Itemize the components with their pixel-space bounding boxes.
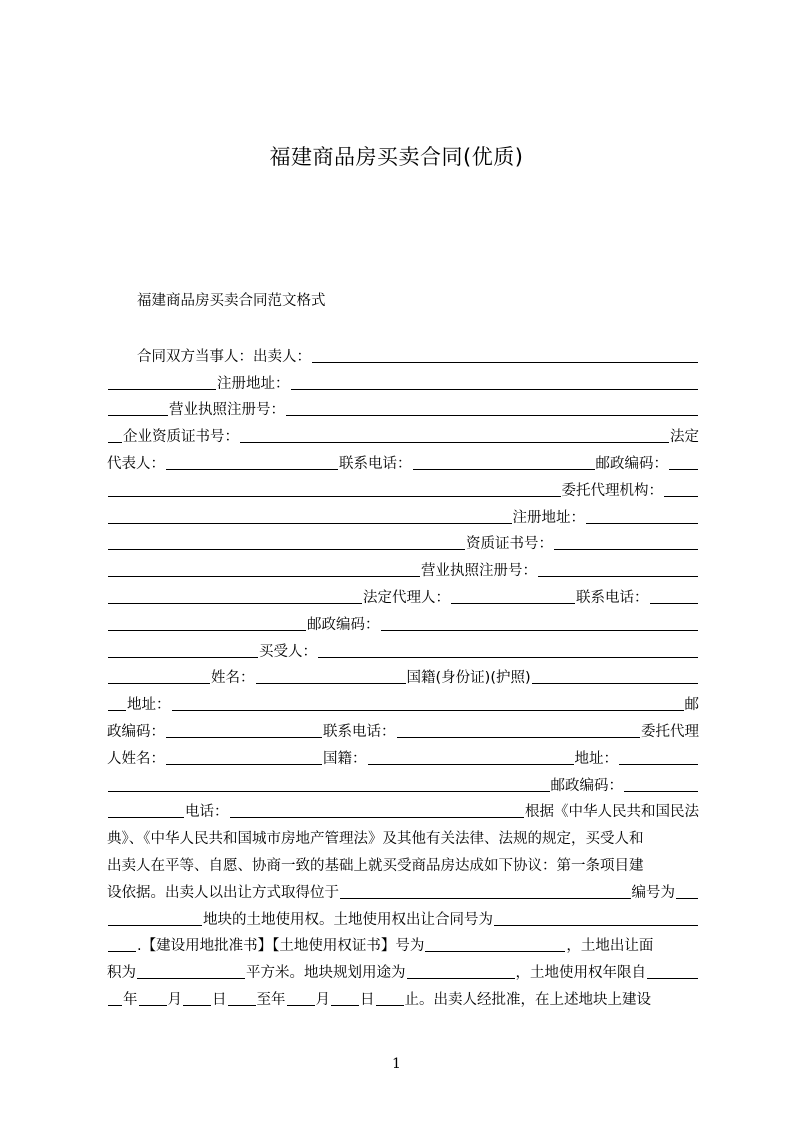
text-line [107,715,699,742]
line-text: 买受人： [259,643,317,660]
line-text: 至年 [256,991,286,1008]
fill-in-blank[interactable] [166,764,322,765]
fill-in-blank[interactable] [108,683,210,684]
fill-in-blank[interactable] [331,1005,359,1006]
line-text: 合同双方当事人：出卖人： [137,348,311,365]
text-line [107,367,699,394]
fill-in-blank[interactable] [172,710,684,711]
fill-in-blank[interactable] [368,764,574,765]
fill-in-blank[interactable] [286,415,698,416]
line-text: 营业执照注册号： [169,402,285,419]
fill-in-blank[interactable] [664,496,698,497]
line-text: 法定 [670,429,699,446]
line-text: 国籍(身份证)(护照) [406,670,531,687]
line-text: 止。出卖人经批准，在上述地块上建设 [404,991,651,1008]
fill-in-blank[interactable] [381,630,699,631]
fill-in-blank[interactable] [108,442,122,443]
fill-in-blank[interactable] [318,657,698,658]
fill-in-blank[interactable] [139,1005,167,1006]
line-text: 地址： [127,697,171,714]
text-line [107,822,699,849]
line-text: 典》、《中华人民共和国城市房地产管理法》及其他有关法律、法规的规定，买受人和 [107,831,644,848]
line-text: 月 [167,991,182,1008]
fill-in-blank[interactable] [554,549,698,550]
fill-in-blank[interactable] [108,710,126,711]
line-text: 联系电话： [339,455,412,472]
fill-in-blank[interactable] [340,898,631,899]
page-number: 1 [392,1056,401,1072]
text-line [107,554,699,581]
fill-in-blank[interactable] [230,817,525,818]
line-text: 邮政编码： [595,455,668,472]
line-text: 地址： [574,750,618,767]
fill-in-blank[interactable] [619,764,698,765]
fill-in-blank[interactable] [376,1005,404,1006]
text-line [107,447,699,474]
line-text: 日 [360,991,375,1008]
fill-in-blank[interactable] [108,951,136,952]
text-line [107,688,699,715]
line-text: 邮政编码： [307,616,380,633]
line-text: 联系电话： [323,723,396,740]
fill-in-blank[interactable] [647,978,698,979]
fill-in-blank[interactable] [669,469,698,470]
line-text: 年 [123,991,138,1008]
fill-in-blank[interactable] [166,737,322,738]
line-text: 国籍： [323,750,367,767]
line-text: 平方米。地块规划用途为 [246,965,406,982]
fill-in-blank[interactable] [108,523,512,524]
fill-in-blank[interactable] [413,469,595,470]
line-text: 邮政编码： [550,777,623,794]
fill-in-blank[interactable] [108,791,550,792]
fill-in-blank[interactable] [532,683,698,684]
text-line [107,474,699,501]
fill-in-blank[interactable] [312,362,698,363]
line-text: 地块的土地使用权。土地使用权出让合同号为 [203,911,493,928]
text-line [107,662,699,689]
fill-in-blank[interactable] [108,1005,122,1006]
document-title: 福建商品房买卖合同(优质) [269,145,524,169]
fill-in-blank[interactable] [256,683,406,684]
line-text: 设依据。出卖人以出让方式取得位于 [107,884,339,901]
text-line [107,501,699,528]
text-line [107,340,699,367]
line-text: 根据《中华人民共和国民法 [525,804,699,821]
fill-in-blank[interactable] [624,791,698,792]
fill-in-blank[interactable] [287,1005,315,1006]
text-line [107,769,699,796]
fill-in-blank[interactable] [108,549,465,550]
contract-body [107,340,699,1010]
fill-in-blank[interactable] [240,442,669,443]
text-line [107,983,699,1010]
text-line [107,930,699,957]
text-line [107,394,699,421]
fill-in-blank[interactable] [650,603,699,604]
line-text: 委托代理 [641,723,699,740]
fill-in-blank[interactable] [494,925,698,926]
fill-in-blank[interactable] [291,389,699,390]
text-line [107,635,699,662]
text-line [107,956,699,983]
line-text: 日 [212,991,227,1008]
line-text: 联系电话： [576,589,649,606]
fill-in-blank[interactable] [166,469,338,470]
line-text: 积为 [107,965,136,982]
line-text: 代表人： [107,455,165,472]
fill-in-blank[interactable] [108,496,561,497]
fill-in-blank[interactable] [397,737,641,738]
fill-in-blank[interactable] [676,898,698,899]
fill-in-blank[interactable] [538,576,698,577]
fill-in-blank[interactable] [183,1005,211,1006]
line-text: 姓名： [211,670,255,687]
fill-in-blank[interactable] [108,576,420,577]
fill-in-blank[interactable] [108,817,184,818]
line-text: 编号为 [631,884,675,901]
line-text: 法定代理人： [363,589,450,606]
line-text: ，土地出让面 [566,938,654,955]
text-line [107,796,699,823]
text-line [107,528,699,555]
fill-in-blank[interactable] [108,603,362,604]
fill-in-blank[interactable] [586,523,698,524]
text-line [107,903,699,930]
line-text: 资质证书号： [466,536,553,553]
line-text: 营业执照注册号： [421,563,537,580]
line-text: 注册地址： [512,509,585,526]
fill-in-blank[interactable] [425,951,565,952]
fill-in-blank[interactable] [228,1005,256,1006]
line-text: 企业资质证书号： [123,429,239,446]
line-text: 出卖人在平等、自愿、协商一致的基础上就买受商品房达成如下协议：第一条项目建 [107,857,644,874]
text-line [107,876,699,903]
fill-in-blank[interactable] [108,657,258,658]
fill-in-blank[interactable] [108,630,306,631]
fill-in-blank[interactable] [108,415,168,416]
fill-in-blank[interactable] [451,603,575,604]
line-text: ，土地使用权年限自 [515,965,646,982]
fill-in-blank[interactable] [137,978,245,979]
fill-in-blank[interactable] [407,978,515,979]
text-line [107,581,699,608]
fill-in-blank[interactable] [108,925,202,926]
line-text: .【建设用地批准书】【土地使用权证书】号为 [137,938,425,955]
text-line [107,849,699,876]
text-line [107,608,699,635]
text-line [107,742,699,769]
line-text: 电话： [185,804,229,821]
document-subtitle: 福建商品房买卖合同范文格式 [137,293,326,309]
line-text: 人姓名： [107,750,165,767]
line-text: 注册地址： [217,375,290,392]
line-text: 政编码： [107,723,165,740]
line-text: 委托代理机构： [561,482,663,499]
line-text: 月 [315,991,330,1008]
line-text: 邮 [684,697,699,714]
text-line [107,420,699,447]
fill-in-blank[interactable] [108,389,216,390]
